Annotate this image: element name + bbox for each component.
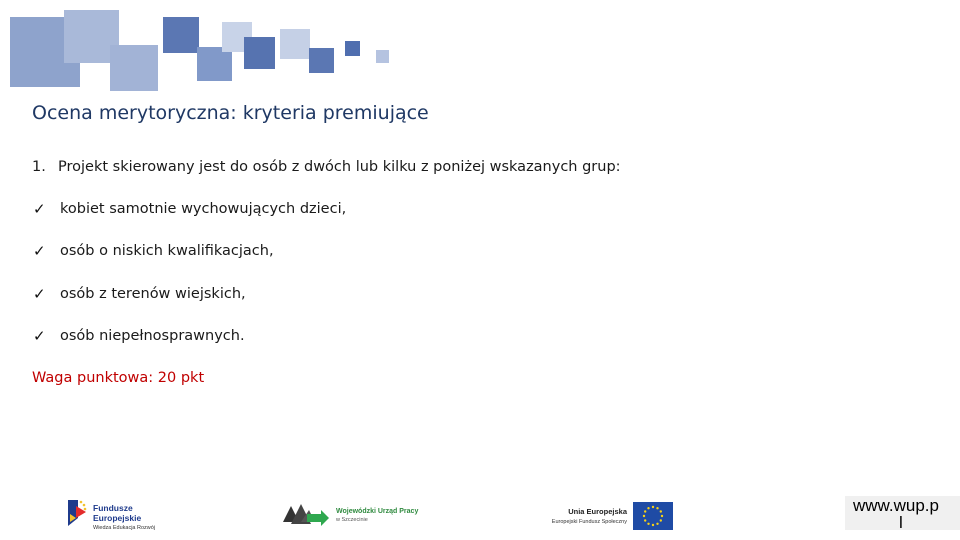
fundusze-europejskie-logo — [66, 496, 176, 532]
point-number: 1. — [32, 159, 46, 175]
decor-square — [163, 17, 199, 53]
checkmark-icon: ✓ — [33, 285, 46, 303]
decor-square — [197, 47, 232, 81]
ue-line2: Europejski Fundusz Społeczny — [551, 519, 627, 525]
fe-line1: Fundusze — [93, 503, 133, 513]
weight-label: Waga punktowa: — [32, 370, 154, 386]
decor-square — [244, 37, 275, 69]
wup-logo — [281, 500, 431, 530]
ue-line1: Unia Europejska — [568, 507, 627, 516]
bullet-item: osób o niskich kwalifikacjach, — [60, 243, 274, 259]
decor-square — [345, 41, 360, 56]
fe-emblem-icon — [66, 496, 88, 530]
fe-line3: Wiedza Edukacja Rozwój — [93, 525, 156, 531]
decor-square — [309, 48, 334, 73]
bullet-item: osób z terenów wiejskich, — [60, 286, 246, 302]
weight-value: 20 — [157, 370, 177, 386]
criterion-point — [32, 159, 621, 175]
weight-unit: pkt — [180, 370, 205, 386]
bullet-item: osób niepełnosprawnych. — [60, 328, 245, 344]
wup-emblem-icon — [281, 500, 331, 528]
decor-square — [110, 45, 158, 91]
website-text: www.wup.p — [853, 496, 939, 515]
decor-square — [280, 29, 310, 59]
eu-flag-icon — [633, 502, 673, 530]
fe-line2: Europejskie — [93, 513, 142, 523]
wup-line1: Wojewódzki Urząd Pracy — [336, 508, 419, 515]
slide-title: Ocena merytoryczna: kryteria premiujące — [32, 102, 429, 124]
checkmark-icon: ✓ — [33, 200, 46, 218]
decor-square — [376, 50, 389, 63]
website-text-tail: l — [899, 513, 903, 530]
bullet-item: kobiet samotnie wychowujących dzieci, — [60, 201, 347, 217]
wup-line2: w Szczecinie — [336, 517, 368, 523]
point-weight — [32, 370, 204, 386]
checkmark-icon: ✓ — [33, 242, 46, 260]
unia-europejska-logo — [537, 501, 677, 531]
website-link[interactable] — [845, 496, 960, 530]
point-text: Projekt skierowany jest do osób z dwóch lub kilku z poniżej wskazanych grup: — [58, 159, 621, 175]
checkmark-icon: ✓ — [33, 327, 46, 345]
